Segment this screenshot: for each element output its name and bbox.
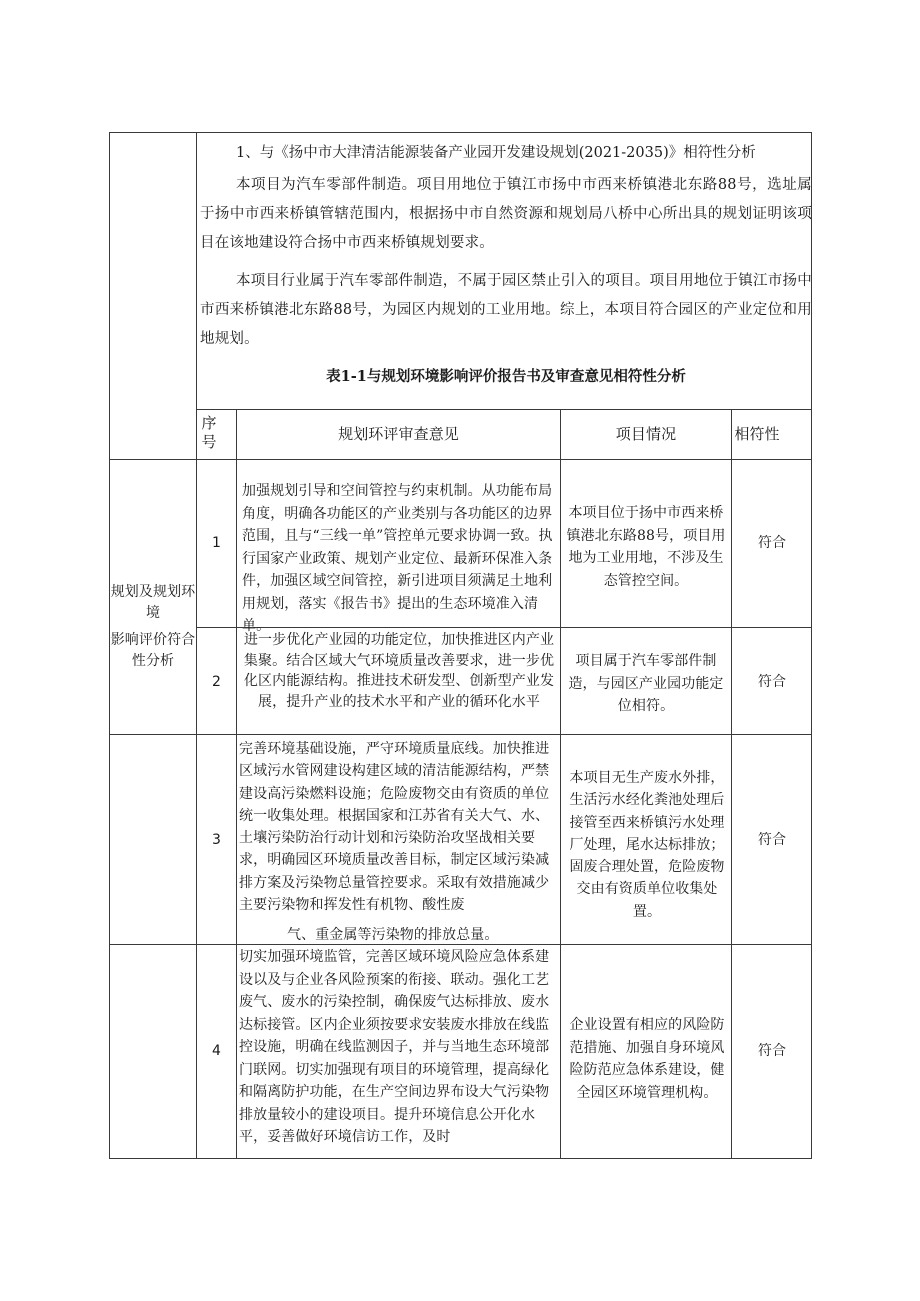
row2-opinion: 进一步优化产业园的功能定位，加快推进区内产业集聚。结合区域大气环境质量改善要求，进一步优化区内能源结构。推进技术研发型、创新型产业发展，提升产业的技术水平和产业的循环化水平 xyxy=(243,632,555,710)
divider-left-column xyxy=(196,132,197,1159)
row3-opinion-tail: 气、重金属等污染物的排放总量。 xyxy=(287,927,499,943)
row3-compliance: 符合 xyxy=(757,832,787,848)
row2-seq: 2 xyxy=(211,674,221,690)
row2-bottom-line xyxy=(109,734,812,735)
row4-compliance: 符合 xyxy=(757,1043,787,1059)
frame-bottom xyxy=(109,1158,812,1159)
header-compliance: 相符性 xyxy=(734,425,780,443)
paragraph-industry: 本项目行业属于汽车零部件制造，不属于园区禁止引入的项目。项目用地位于镇江市扬中市西来桥镇港北东路88号，为园区内规划的工业用地。综上，本项目符合园区的产业定位和用地规划。 xyxy=(200,273,812,347)
row3-seq: 3 xyxy=(211,832,221,848)
col-divider-opinion xyxy=(236,409,237,1159)
section-heading: 1、与《扬中市大津清洁能源装备产业园开发建设规划(2021-2035)》相符性分析 xyxy=(236,145,756,161)
paragraph-location: 本项目为汽车零部件制造。项目用地位于镇江市扬中市西来桥镇港北东路88号，选址属于扬中市西来桥镇管辖范围内，根据扬中市自然资源和规划局八桥中心所出具的规划证明该项目在该地建设符合扬中市西来桥镇规划要求。 xyxy=(200,177,812,251)
row4-seq: 4 xyxy=(211,1043,221,1059)
row3-project: 本项目无生产废水外排，生活污水经化粪池处理后接管至西来桥镇污水处理厂处理，尾水达标排放；固废合理处置，危险废物交由有资质单位收集处置。 xyxy=(569,770,725,920)
row2-compliance: 符合 xyxy=(757,674,787,690)
row1-compliance: 符合 xyxy=(757,535,787,551)
header-top-line xyxy=(196,409,812,410)
frame-top xyxy=(109,132,812,133)
header-opinion: 规划环评审查意见 xyxy=(338,425,459,443)
table-title: 表1-1与规划环境影响评价报告书及审查意见相符性分析 xyxy=(326,368,686,385)
row3-opinion: 完善环境基础设施，严守环境质量底线。加快推进区域污水管网建设构建区域的清洁能源结构，严禁建设高污染燃料设施；危险废物交由有资质的单位统一收集处理。根据国家和江苏省有关大气、水、土壤污染防治行动计划和污染防治攻坚战相关要求，明确园区环境质量改善目标，制定区域污染减排方案及污染物总量管控要求。采取有效措施减少主要污染物和挥发性有机物、酸性废 xyxy=(239,741,550,914)
header-seq: 序号 xyxy=(201,414,217,451)
col-divider-project xyxy=(560,409,561,1159)
row4-opinion: 切实加强环境监管，完善区域环境风险应急体系建设以及与企业各风险预案的衔接、联动。强化工艺废气、废水的污染控制，确保废气达标排放、废水达标接管。区内企业须按要求安装废水排放在线监控设施，明确在线监测因子，并与当地生态环境部门联网。切实加强现有项目的环境管理，提高绿化和隔离防护功能，在生产空间边界布设大气污染物排放量较小的建设项目。提升环境信息公开化水平，妥善做好环境信访工作，及时 xyxy=(239,949,550,1145)
row1-project: 本项目位于扬中市西来桥镇港北东路88号，项目用地为工业用地，不涉及生态管控空间。 xyxy=(566,505,726,589)
row1-opinion: 加强规划引导和空间管控与约束机制。从功能布局角度，明确各功能区的产业类别与各功能区的边界范围，且与“三线一单”管控单元要求协调一致。执行国家产业政策、规划产业定位、最新环保准入条件，加强区域空间管控，新引进项目须满足土地利用规划，落实《报告书》提出的生态环境准入清单。 xyxy=(242,483,553,634)
header-project: 项目情况 xyxy=(615,425,677,443)
row2-project: 项目属于汽车零部件制造，与园区产业园功能定位相符。 xyxy=(568,653,724,714)
row1-seq: 1 xyxy=(211,535,221,551)
header-bottom-line xyxy=(109,459,812,460)
row4-project: 企业设置有相应的风险防范措施、加强自身环境风险防范应急体系建设，健全园区环境管理机构。 xyxy=(569,1017,725,1101)
category-label-bottom: 影响评价符合性分析 xyxy=(110,632,196,669)
category-label-top: 规划及规划环境 xyxy=(110,584,196,621)
